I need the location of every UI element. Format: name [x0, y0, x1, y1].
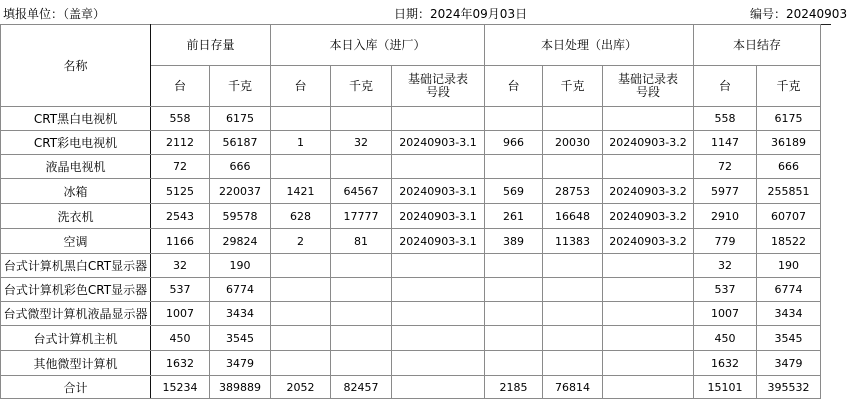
cell-out-kg[interactable] — [543, 155, 603, 179]
cell-in-units[interactable] — [271, 278, 331, 302]
cell-in-kg[interactable] — [331, 107, 392, 131]
cell-out-record[interactable] — [603, 155, 694, 179]
cell-bal-kg[interactable]: 36189 — [757, 131, 821, 155]
cell-out-record[interactable] — [603, 107, 694, 131]
report-number-label: 编号：20240903 — [750, 7, 847, 21]
column-header-prev-units[interactable]: 台 — [151, 66, 210, 107]
group-header-processed[interactable]: 本日处理（出库） — [485, 25, 694, 66]
record-header-line1: 基础记录表 — [407, 72, 468, 86]
group-header-previous-stock[interactable]: 前日存量 — [151, 25, 271, 66]
table-row — [1, 107, 821, 131]
cell-bal-units[interactable]: 558 — [694, 107, 757, 131]
cell-bal-units[interactable]: 2910 — [694, 204, 757, 229]
cell-prev-units[interactable]: 5125 — [151, 179, 210, 204]
cell-prev-units[interactable]: 32 — [151, 254, 210, 278]
table-row — [1, 278, 821, 302]
cell-prev-units[interactable]: 450 — [151, 326, 210, 351]
cell-bal-units[interactable]: 32 — [694, 254, 757, 278]
cell-prev-kg[interactable]: 666 — [210, 155, 271, 179]
cell-prev-units[interactable]: 1166 — [151, 229, 210, 254]
record-header-line1: 基础记录表 — [617, 72, 678, 86]
cell-bal-units[interactable]: 72 — [694, 155, 757, 179]
cell-in-record[interactable] — [392, 326, 485, 351]
cell-out-units[interactable] — [485, 155, 543, 179]
cell-in-record[interactable]: 20240903-3.1 — [392, 179, 485, 204]
table-row — [1, 155, 821, 179]
cell-in-record[interactable] — [392, 302, 485, 326]
column-header-in-kg[interactable]: 千克 — [331, 66, 392, 107]
cell-bal-kg[interactable]: 6175 — [757, 107, 821, 131]
cell-prev-units[interactable]: 15234 — [151, 376, 210, 399]
cell-name[interactable]: 台式计算机黑白CRT显示器 — [1, 254, 151, 278]
cell-prev-units[interactable]: 1632 — [151, 351, 210, 376]
cell-out-kg[interactable]: 11383 — [543, 229, 603, 254]
cell-in-units[interactable] — [271, 326, 331, 351]
cell-prev-kg[interactable]: 6774 — [210, 278, 271, 302]
cell-in-kg[interactable]: 64567 — [331, 179, 392, 204]
cell-name[interactable]: 台式计算机彩色CRT显示器 — [1, 278, 151, 302]
cell-out-kg[interactable] — [543, 326, 603, 351]
cell-prev-kg[interactable]: 3479 — [210, 351, 271, 376]
cell-name[interactable]: 冰箱 — [1, 179, 151, 204]
cell-out-record[interactable] — [603, 376, 694, 399]
cell-out-kg[interactable] — [543, 107, 603, 131]
cell-in-units[interactable]: 1421 — [271, 179, 331, 204]
cell-in-kg[interactable]: 81 — [331, 229, 392, 254]
cell-prev-units[interactable]: 2543 — [151, 204, 210, 229]
cell-out-record[interactable]: 20240903-3.2 — [603, 131, 694, 155]
cell-out-kg[interactable] — [543, 351, 603, 376]
table-row — [1, 326, 821, 351]
record-header-line2: 号段 — [635, 85, 660, 99]
cell-bal-kg[interactable]: 3545 — [757, 326, 821, 351]
cell-in-kg[interactable]: 32 — [331, 131, 392, 155]
cell-name[interactable]: 台式微型计算机液晶显示器 — [1, 302, 151, 326]
cell-prev-kg[interactable]: 6175 — [210, 107, 271, 131]
cell-out-units[interactable] — [485, 326, 543, 351]
cell-in-kg[interactable] — [331, 302, 392, 326]
table-row — [1, 204, 821, 229]
cell-in-kg[interactable]: 82457 — [331, 376, 392, 399]
table-row — [1, 179, 821, 204]
table-row — [1, 229, 821, 254]
cell-prev-kg[interactable]: 3434 — [210, 302, 271, 326]
group-header-balance[interactable]: 本日结存 — [694, 25, 821, 66]
cell-in-record[interactable] — [392, 278, 485, 302]
cell-prev-kg[interactable]: 3545 — [210, 326, 271, 351]
cell-bal-kg[interactable]: 60707 — [757, 204, 821, 229]
cell-bal-units[interactable]: 5977 — [694, 179, 757, 204]
cell-name[interactable]: 液晶电视机 — [1, 155, 151, 179]
cell-out-units[interactable] — [485, 254, 543, 278]
cell-prev-kg[interactable]: 389889 — [210, 376, 271, 399]
cell-in-kg[interactable] — [331, 254, 392, 278]
cell-out-kg[interactable]: 28753 — [543, 179, 603, 204]
cell-out-units[interactable]: 261 — [485, 204, 543, 229]
total-row — [1, 376, 821, 399]
column-header-name[interactable]: 名称 — [1, 25, 151, 107]
cell-in-record[interactable] — [392, 351, 485, 376]
cell-in-record[interactable] — [392, 107, 485, 131]
cell-bal-units[interactable]: 537 — [694, 278, 757, 302]
cell-out-kg[interactable] — [543, 254, 603, 278]
cell-name[interactable]: 空调 — [1, 229, 151, 254]
cell-prev-units[interactable]: 558 — [151, 107, 210, 131]
cell-out-units[interactable]: 2185 — [485, 376, 543, 399]
cell-out-units[interactable]: 569 — [485, 179, 543, 204]
column-header-in-record[interactable] — [392, 66, 485, 107]
cell-in-units[interactable] — [271, 107, 331, 131]
cell-out-record[interactable] — [603, 254, 694, 278]
cell-out-units[interactable]: 389 — [485, 229, 543, 254]
cell-prev-units[interactable]: 1007 — [151, 302, 210, 326]
cell-in-record[interactable]: 20240903-3.1 — [392, 229, 485, 254]
cell-prev-units[interactable]: 2112 — [151, 131, 210, 155]
cell-out-units[interactable] — [485, 351, 543, 376]
cell-out-kg[interactable]: 20030 — [543, 131, 603, 155]
cell-name[interactable]: CRT黑白电视机 — [1, 107, 151, 131]
cell-name[interactable]: 合计 — [1, 376, 151, 399]
cell-in-units[interactable]: 2052 — [271, 376, 331, 399]
cell-name[interactable]: 其他微型计算机 — [1, 351, 151, 376]
cell-in-record[interactable]: 20240903-3.1 — [392, 131, 485, 155]
cell-in-record[interactable] — [392, 254, 485, 278]
cell-in-kg[interactable] — [331, 351, 392, 376]
cell-name[interactable]: 洗衣机 — [1, 204, 151, 229]
cell-in-units[interactable] — [271, 302, 331, 326]
cell-out-units[interactable] — [485, 278, 543, 302]
cell-name[interactable]: CRT彩电电视机 — [1, 131, 151, 155]
cell-in-units[interactable] — [271, 155, 331, 179]
inventory-table — [0, 24, 821, 399]
table-row — [1, 131, 821, 155]
cell-in-record[interactable]: 20240903-3.1 — [392, 204, 485, 229]
column-header-prev-kg[interactable]: 千克 — [210, 66, 271, 107]
table-row — [1, 351, 821, 376]
cell-in-units[interactable]: 628 — [271, 204, 331, 229]
cell-in-kg[interactable] — [331, 326, 392, 351]
cell-out-units[interactable]: 966 — [485, 131, 543, 155]
cell-out-record[interactable] — [603, 278, 694, 302]
cell-out-record[interactable] — [603, 326, 694, 351]
column-header-bal-units[interactable]: 台 — [694, 66, 757, 107]
table-row — [1, 254, 821, 278]
cell-in-record[interactable] — [392, 376, 485, 399]
cell-out-kg[interactable] — [543, 278, 603, 302]
cell-name[interactable]: 台式计算机主机 — [1, 326, 151, 351]
column-header-out-record[interactable] — [603, 66, 694, 107]
header-row-groups — [1, 25, 821, 66]
column-header-bal-kg[interactable]: 千克 — [757, 66, 821, 107]
cell-prev-kg[interactable]: 220037 — [210, 179, 271, 204]
cell-bal-units[interactable]: 779 — [694, 229, 757, 254]
cell-prev-kg[interactable]: 59578 — [210, 204, 271, 229]
cell-bal-kg[interactable]: 18522 — [757, 229, 821, 254]
report-date-label: 日期：2024年09月03日 — [394, 7, 528, 21]
cell-bal-kg[interactable]: 255851 — [757, 179, 821, 204]
cell-bal-kg[interactable]: 3434 — [757, 302, 821, 326]
cell-prev-units[interactable]: 537 — [151, 278, 210, 302]
cell-prev-kg[interactable]: 190 — [210, 254, 271, 278]
cell-in-record[interactable] — [392, 155, 485, 179]
column-header-out-kg[interactable]: 千克 — [543, 66, 603, 107]
cell-out-kg[interactable]: 76814 — [543, 376, 603, 399]
reporting-unit-label: 填报单位：（盖章） — [3, 7, 106, 21]
cell-bal-kg[interactable]: 666 — [757, 155, 821, 179]
cell-in-units[interactable]: 1 — [271, 131, 331, 155]
cell-out-record[interactable] — [603, 302, 694, 326]
record-header-line2: 号段 — [425, 85, 450, 99]
cell-in-kg[interactable] — [331, 155, 392, 179]
cell-prev-kg[interactable]: 56187 — [210, 131, 271, 155]
table-row — [1, 302, 821, 326]
cell-out-record[interactable] — [603, 351, 694, 376]
column-header-in-units[interactable]: 台 — [271, 66, 331, 107]
cell-out-record[interactable]: 20240903-3.2 — [603, 229, 694, 254]
cell-out-record[interactable]: 20240903-3.2 — [603, 204, 694, 229]
report-header — [0, 0, 847, 25]
cell-bal-kg[interactable]: 190 — [757, 254, 821, 278]
cell-bal-units[interactable]: 450 — [694, 326, 757, 351]
cell-in-units[interactable] — [271, 254, 331, 278]
cell-bal-units[interactable]: 1147 — [694, 131, 757, 155]
group-header-inbound[interactable]: 本日入库（进厂） — [271, 25, 485, 66]
cell-bal-units[interactable]: 15101 — [694, 376, 757, 399]
cell-prev-units[interactable]: 72 — [151, 155, 210, 179]
cell-in-kg[interactable]: 17777 — [331, 204, 392, 229]
cell-out-record[interactable]: 20240903-3.2 — [603, 179, 694, 204]
cell-in-kg[interactable] — [331, 278, 392, 302]
cell-out-units[interactable] — [485, 107, 543, 131]
cell-in-units[interactable]: 2 — [271, 229, 331, 254]
cell-bal-kg[interactable]: 3479 — [757, 351, 821, 376]
cell-bal-kg[interactable]: 395532 — [757, 376, 821, 399]
cell-out-units[interactable] — [485, 302, 543, 326]
cell-out-kg[interactable]: 16648 — [543, 204, 603, 229]
cell-bal-kg[interactable]: 6774 — [757, 278, 821, 302]
cell-out-kg[interactable] — [543, 302, 603, 326]
cell-bal-units[interactable]: 1007 — [694, 302, 757, 326]
column-header-out-units[interactable]: 台 — [485, 66, 543, 107]
cell-in-units[interactable] — [271, 351, 331, 376]
cell-prev-kg[interactable]: 29824 — [210, 229, 271, 254]
cell-bal-units[interactable]: 1632 — [694, 351, 757, 376]
